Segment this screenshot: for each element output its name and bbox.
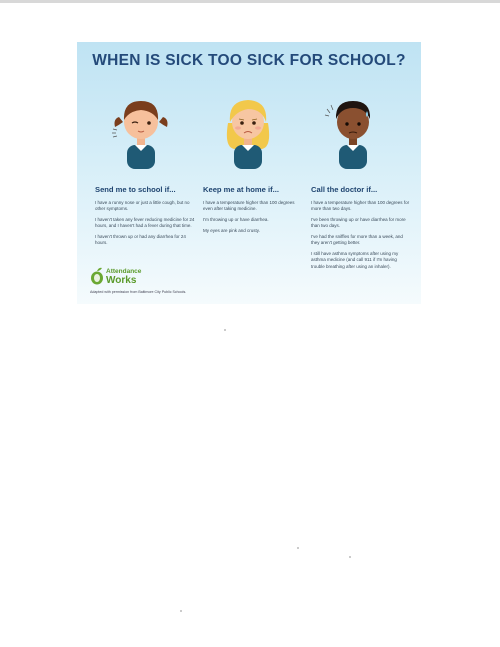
column-heading: Call the doctor if...: [311, 185, 378, 194]
scan-speck: [297, 547, 299, 549]
logo-text-line1: Attendance: [106, 268, 142, 275]
column-item: I have a temperature higher than 100 degrees even after taking medicine.: [203, 200, 295, 212]
logo-text-line2: Works: [106, 275, 137, 286]
column-item: I have a temperature higher than 100 degrees for more than two days.: [311, 200, 410, 212]
column-item: I still have asthma symptoms after using my asthma medicine (and call 911 if I'm having trouble breathing after using an inhaler).: [311, 251, 399, 269]
girl-brown-hair-icon: [111, 89, 171, 169]
column-item: My eyes are pink and crusty.: [203, 228, 260, 234]
scan-speck: [180, 610, 182, 612]
column-item: I've been throwing up or have diarrhea for more than two days.: [311, 217, 406, 229]
credit-line: Adapted with permission from Baltimore City Public Schools.: [90, 290, 187, 294]
girl-blonde-hair-icon: [218, 89, 278, 169]
column-send-to-school: [95, 185, 195, 251]
column-item: I've had the sniffles for more than a week, and they aren't getting better.: [311, 234, 403, 246]
column-heading: Send me to school if...: [95, 185, 176, 194]
column-keep-at-home: [203, 185, 303, 239]
scan-speck: [224, 329, 226, 331]
attendance-works-logo: [90, 267, 170, 291]
apple-logo-icon: [90, 267, 104, 285]
scan-edge: [0, 0, 500, 3]
poster: [77, 42, 421, 304]
scan-speck: [349, 556, 351, 558]
poster-title: WHEN IS SICK TOO SICK FOR SCHOOL?: [92, 52, 406, 69]
column-item: I haven't taken any fever reducing medicine for 24 hours, and I haven't had a fever during that time.: [95, 217, 195, 229]
column-call-doctor: [311, 185, 411, 275]
column-heading: Keep me at home if...: [203, 185, 279, 194]
column-item: I haven't thrown up or had any diarrhea for 24 hours.: [95, 234, 186, 246]
boy-dark-hair-icon: [323, 89, 383, 169]
column-item: I have a runny nose or just a little cough, but no other symptoms.: [95, 200, 190, 212]
column-item: I'm throwing up or have diarrhea.: [203, 217, 269, 223]
